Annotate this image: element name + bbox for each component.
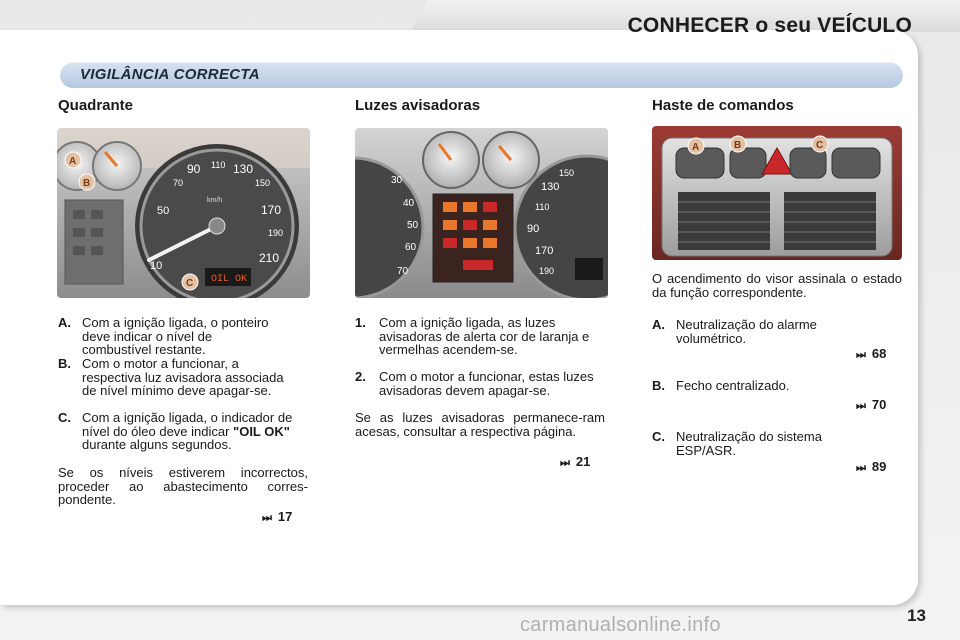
gauge-number: 110 [211, 160, 226, 170]
item-key: B. [652, 378, 665, 393]
ref-number: 21 [575, 454, 591, 469]
item-key: 1. [355, 315, 366, 330]
item-text: Neutralização do sistema ESP/ASR. [676, 429, 822, 458]
gauge-number: 130 [541, 181, 560, 193]
gauge-number: 210 [259, 251, 280, 265]
page-ref-link[interactable] [856, 397, 886, 413]
intro-haste: O acendimento do visor assinala o estado da função correspondente. [652, 271, 902, 300]
heading-haste: Haste de comandos [652, 97, 794, 114]
label-b: B [83, 178, 91, 189]
gauge-number: 50 [407, 220, 419, 231]
item-text-part: durante alguns segundos. [82, 437, 232, 452]
gauge-number: 170 [261, 203, 282, 217]
item-key: A. [58, 315, 71, 330]
page-number: 13 [907, 606, 926, 625]
page-ref-link[interactable] [560, 454, 590, 470]
dashboard-photo [57, 128, 310, 298]
ref-arrow-icon: ⏭ [560, 457, 570, 469]
label-c: C [186, 278, 194, 289]
section-title: VIGILÂNCIA CORRECTA [80, 66, 260, 83]
gauge-number: 90 [187, 162, 201, 176]
gauge-number: 70 [173, 178, 184, 188]
gauge-number: 190 [539, 266, 555, 276]
gauge-unit: km/h [207, 197, 223, 204]
ref-arrow-icon: ⏭ [856, 400, 866, 412]
watermark-text: carmanualsonline.info [520, 614, 721, 636]
item-text: Com o motor a funcionar, estas luzes avisadoras devem apagar-se. [379, 369, 594, 398]
ref-arrow-icon: ⏭ [262, 512, 272, 524]
oil-display-text: OIL OK [211, 274, 248, 285]
label-c: C [816, 140, 824, 151]
ref-number: 89 [871, 459, 887, 474]
gauge-number: 190 [268, 228, 284, 238]
gauge-number: 150 [559, 168, 575, 178]
console-illustration [652, 126, 902, 260]
gauge-number: 60 [405, 242, 417, 253]
page-ref-link[interactable] [262, 509, 292, 525]
gauge-number: 170 [535, 245, 554, 257]
item-text-part: Com a ignição ligada, o indicador de nível do óleo deve indicar [82, 410, 293, 439]
item-text: Com a ignição ligada, o ponteiro deve indicar o nível de combustível restante. [82, 315, 269, 357]
ref-number: 17 [277, 509, 293, 524]
ref-arrow-icon: ⏭ [856, 462, 866, 474]
item-text-bold: "OIL OK" [233, 423, 290, 439]
page-title: CONHECER o seu VEÍCULO [627, 14, 912, 37]
item-text: Com a ignição ligada, as luzes avisadoras de alerta cor de laranja e vermelhas acendem-se. [379, 315, 590, 357]
warning-lights-illustration [355, 128, 608, 298]
gauge-number: 10 [150, 260, 163, 272]
section-banner [60, 62, 903, 88]
gauge-number: 40 [403, 198, 415, 209]
label-a: A [69, 156, 77, 167]
item-key: B. [58, 356, 71, 371]
item-key: C. [652, 429, 665, 444]
page-ref-link[interactable] [856, 346, 886, 362]
ref-number: 70 [871, 397, 887, 412]
instrument-cluster-illustration [57, 128, 310, 298]
ref-number: 68 [871, 346, 887, 361]
item-key: 2. [355, 369, 366, 384]
gauge-number: 30 [391, 175, 403, 186]
item-text: Neutralização do alarme volumétrico. [676, 317, 817, 346]
page-ref-link[interactable] [856, 459, 886, 475]
gauge-number: 110 [535, 202, 550, 212]
console-photo [652, 126, 902, 260]
label-a: A [692, 142, 700, 153]
warning-lights-photo [355, 128, 608, 298]
item-text: Com o motor a funcionar, a respectiva luz avisadora associada de nível mínimo deve apagar-se. [82, 356, 284, 398]
gauge-number: 50 [157, 205, 170, 217]
heading-quadrante: Quadrante [58, 97, 134, 114]
label-b: B [734, 140, 742, 151]
item-key: C. [58, 410, 71, 425]
item-key: A. [652, 317, 665, 332]
gauge-number: 130 [233, 162, 254, 176]
gauge-number: 70 [397, 266, 409, 277]
heading-luzes: Luzes avisadoras [355, 97, 481, 114]
ref-arrow-icon: ⏭ [856, 349, 866, 361]
gauge-number: 90 [527, 223, 540, 235]
gauge-number: 150 [255, 178, 271, 188]
item-text: Fecho centralizado. [676, 378, 790, 393]
note-quadrante: Se os níveis estiverem incorrectos, proceder ao abastecimento corres-pondente. [58, 465, 308, 507]
item-text [82, 411, 297, 452]
note-luzes: Se as luzes avisadoras permanece-ram acesas, consultar a respectiva página. [355, 410, 605, 439]
